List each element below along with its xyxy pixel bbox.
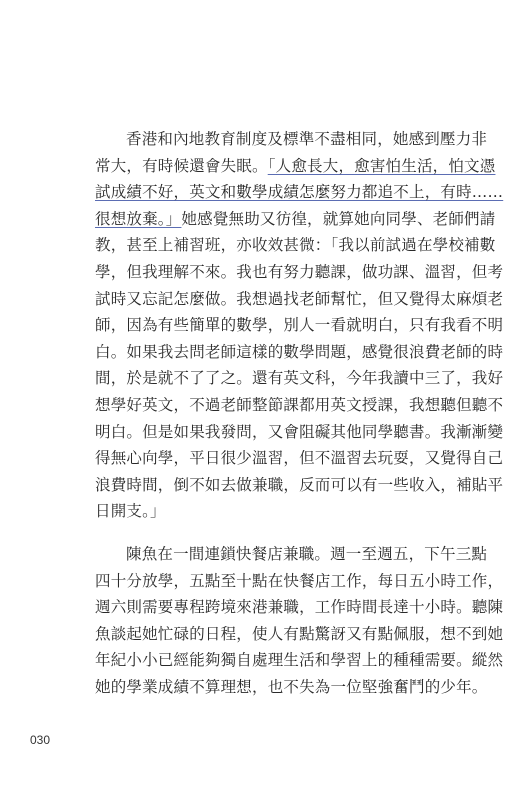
text-line: 香港和內地教育制度及標準不盡相同，她感到壓力非 [126, 130, 488, 148]
text-line: 試時又忘記怎麼做。我想過找老師幫忙，但又覺得太麻煩老 [95, 289, 504, 308]
text-segment: 常大，有時候還會失眠。 [95, 156, 268, 175]
text-line: 得無心向學，平日很少溫習，但不溫習去玩耍，又覺得自己 [95, 449, 504, 468]
text-line: 陳魚在一間連鎖快餐店兼職。週一至週五，下午三點 [126, 545, 488, 563]
text-line: 週六則需要專程跨境來港兼職，工作時間長達十小時。聽陳 [95, 598, 504, 617]
text-line: 想學好英文，不過老師整節課都用英文授課，我想聽但聽不 [95, 395, 504, 414]
text-line [95, 179, 504, 206]
page-number: 030 [30, 733, 51, 747]
paragraph-1 [95, 126, 504, 525]
text-line: 師，因為有些簡單的數學，別人一看就明白，只有我看不明 [95, 316, 504, 335]
text-line: 魚談起她忙碌的日程，使人有點驚訝又有點佩服，想不到她 [95, 624, 504, 643]
text-line: 年紀小小已經能夠獨自處理生活和學習上的種種需要。縱然 [95, 651, 504, 670]
text-segment: 她感覺無助又彷徨，就算她向同學、老師們請 [181, 209, 496, 228]
text-line [95, 153, 496, 180]
paragraph-2 [95, 541, 504, 701]
text-line: 學，但我理解不來。我也有努力聽課，做功課、溫習，但考 [95, 262, 504, 281]
text-line: 她的學業成績不算理想，也不失為一位堅強奮鬥的少年。 [95, 677, 488, 696]
text-line: 日開支。」 [95, 502, 166, 521]
text-line [95, 206, 496, 233]
text-line: 間，於是就不了了之。還有英文科，今年我讀中三了，我好 [95, 369, 504, 388]
text-line: 教，甚至上補習班，亦收效甚微：「我以前試過在學校補數 [95, 236, 496, 255]
underlined-quote: 「人愈長大，愈害怕生活，怕文憑 [267, 156, 496, 175]
text-line: 明白。但是如果我發問，又會阻礙其他同學聽書。我漸漸變 [95, 422, 504, 441]
text-line: 浪費時間，倒不如去做兼職，反而可以有一些收入，補貼平 [95, 475, 504, 494]
underlined-quote: 很想放棄。」 [95, 209, 182, 228]
underlined-quote: 試成績不好，英文和數學成績怎麼努力都追不上，有時…… [95, 183, 504, 202]
text-line: 四十分放學，五點至十點在快餐店工作，每日五小時工作， [95, 571, 504, 590]
text-line: 白。如果我去問老師這樣的數學問題，感覺很浪費老師的時 [95, 342, 504, 361]
